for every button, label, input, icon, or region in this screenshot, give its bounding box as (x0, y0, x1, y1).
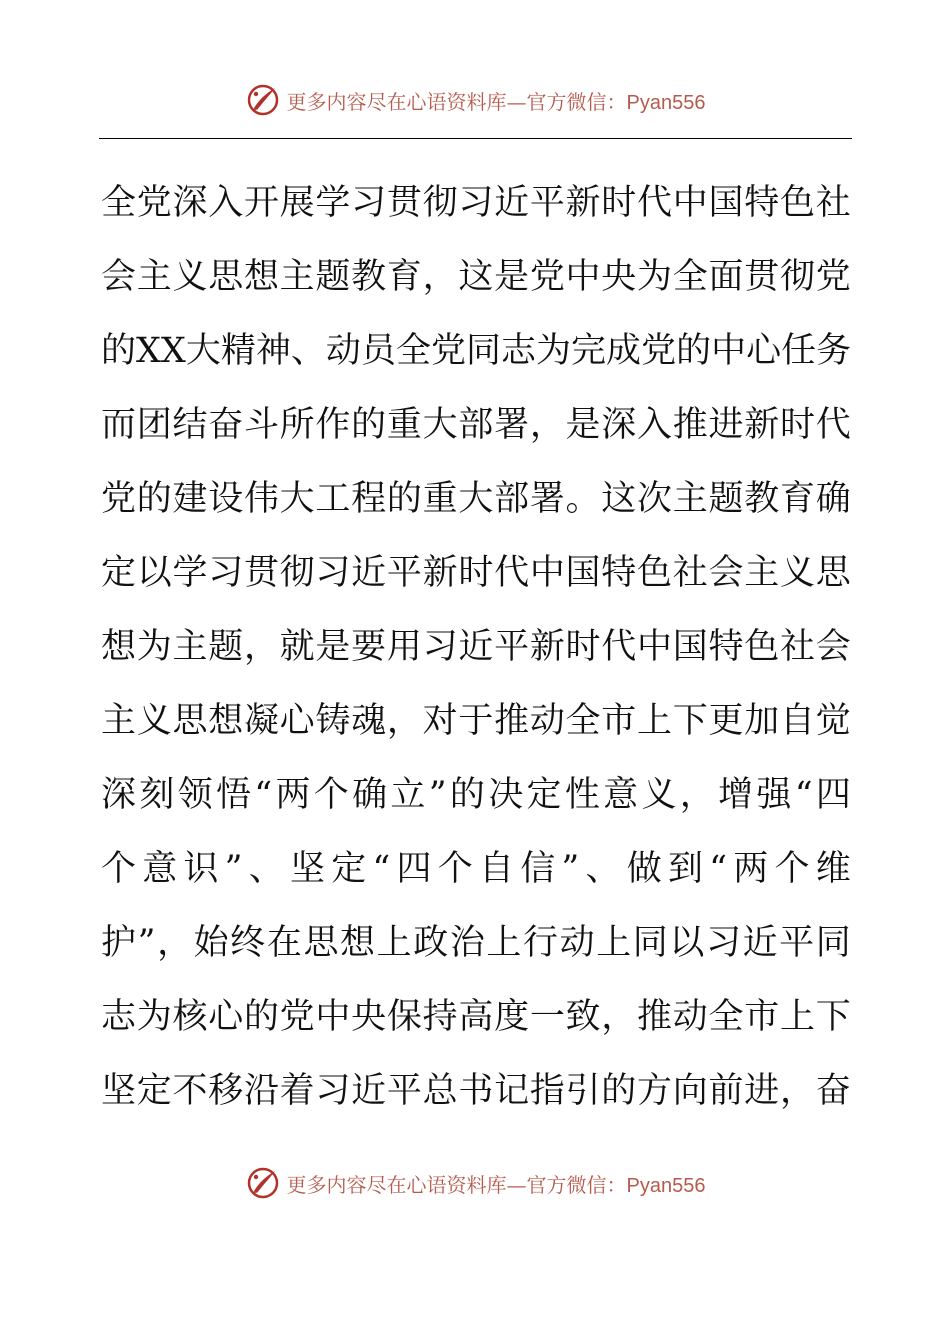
text-line: 个 意 识 ” 、 坚 定 “ 四 个 自 信 ” 、 做 到 “ 两 个 维 (101, 848, 851, 889)
text-line: 想 为 主 题 ， 就 是 要 用 习 近 平 新 时 代 中 国 特 色 社 会 (101, 626, 851, 667)
text-line: 深 刻 领 悟 “ 两 个 确 立 ” 的 决 定 性 意 义 ， 增 强 “ 四 (101, 774, 851, 815)
text-line: 护 ” ， 始 终 在 思 想 上 政 治 上 行 动 上 同 以 习 近 平 同 (101, 922, 851, 963)
header-divider (99, 138, 852, 139)
quill-seal-icon (245, 1165, 281, 1201)
text-line: 全 党 深 入 开 展 学 习 贯 彻 习 近 平 新 时 代 中 国 特 色 社 (101, 182, 851, 223)
text-line: 坚 定 不 移 沿 着 习 近 平 总 书 记 指 引 的 方 向 前 进 ， 奋 (101, 1070, 851, 1111)
text-line: 志 为 核 心 的 党 中 央 保 持 高 度 一 致 ， 推 动 全 市 上 下 (101, 996, 851, 1037)
footer-banner-text: 更多内容尽在心语资料库—官方微信：Pyan556 (286, 1172, 706, 1197)
footer-banner (0, 1163, 950, 1203)
document-body (101, 166, 851, 1128)
text-line: 而 团 结 奋 斗 所 作 的 重 大 部 署 ， 是 深 入 推 进 新 时 代 (101, 404, 851, 445)
quill-seal-icon (245, 82, 281, 118)
text-line: 会 主 义 思 想 主 题 教 育 ， 这 是 党 中 央 为 全 面 贯 彻 党 (101, 256, 851, 297)
header-banner (0, 80, 950, 120)
text-line: 的 XX 大 精 神 、 动 员 全 党 同 志 为 完 成 党 的 中 心 任 务 (101, 330, 852, 371)
header-banner-text: 更多内容尽在心语资料库—官方微信：Pyan556 (286, 89, 706, 114)
text-line: 定 以 学 习 贯 彻 习 近 平 新 时 代 中 国 特 色 社 会 主 义 思 (101, 552, 851, 593)
text-line: 党 的 建 设 伟 大 工 程 的 重 大 部 署 。 这 次 主 题 教 育 确 (101, 478, 851, 519)
text-line: 主 义 思 想 凝 心 铸 魂 ， 对 于 推 动 全 市 上 下 更 加 自 觉 (101, 700, 851, 741)
